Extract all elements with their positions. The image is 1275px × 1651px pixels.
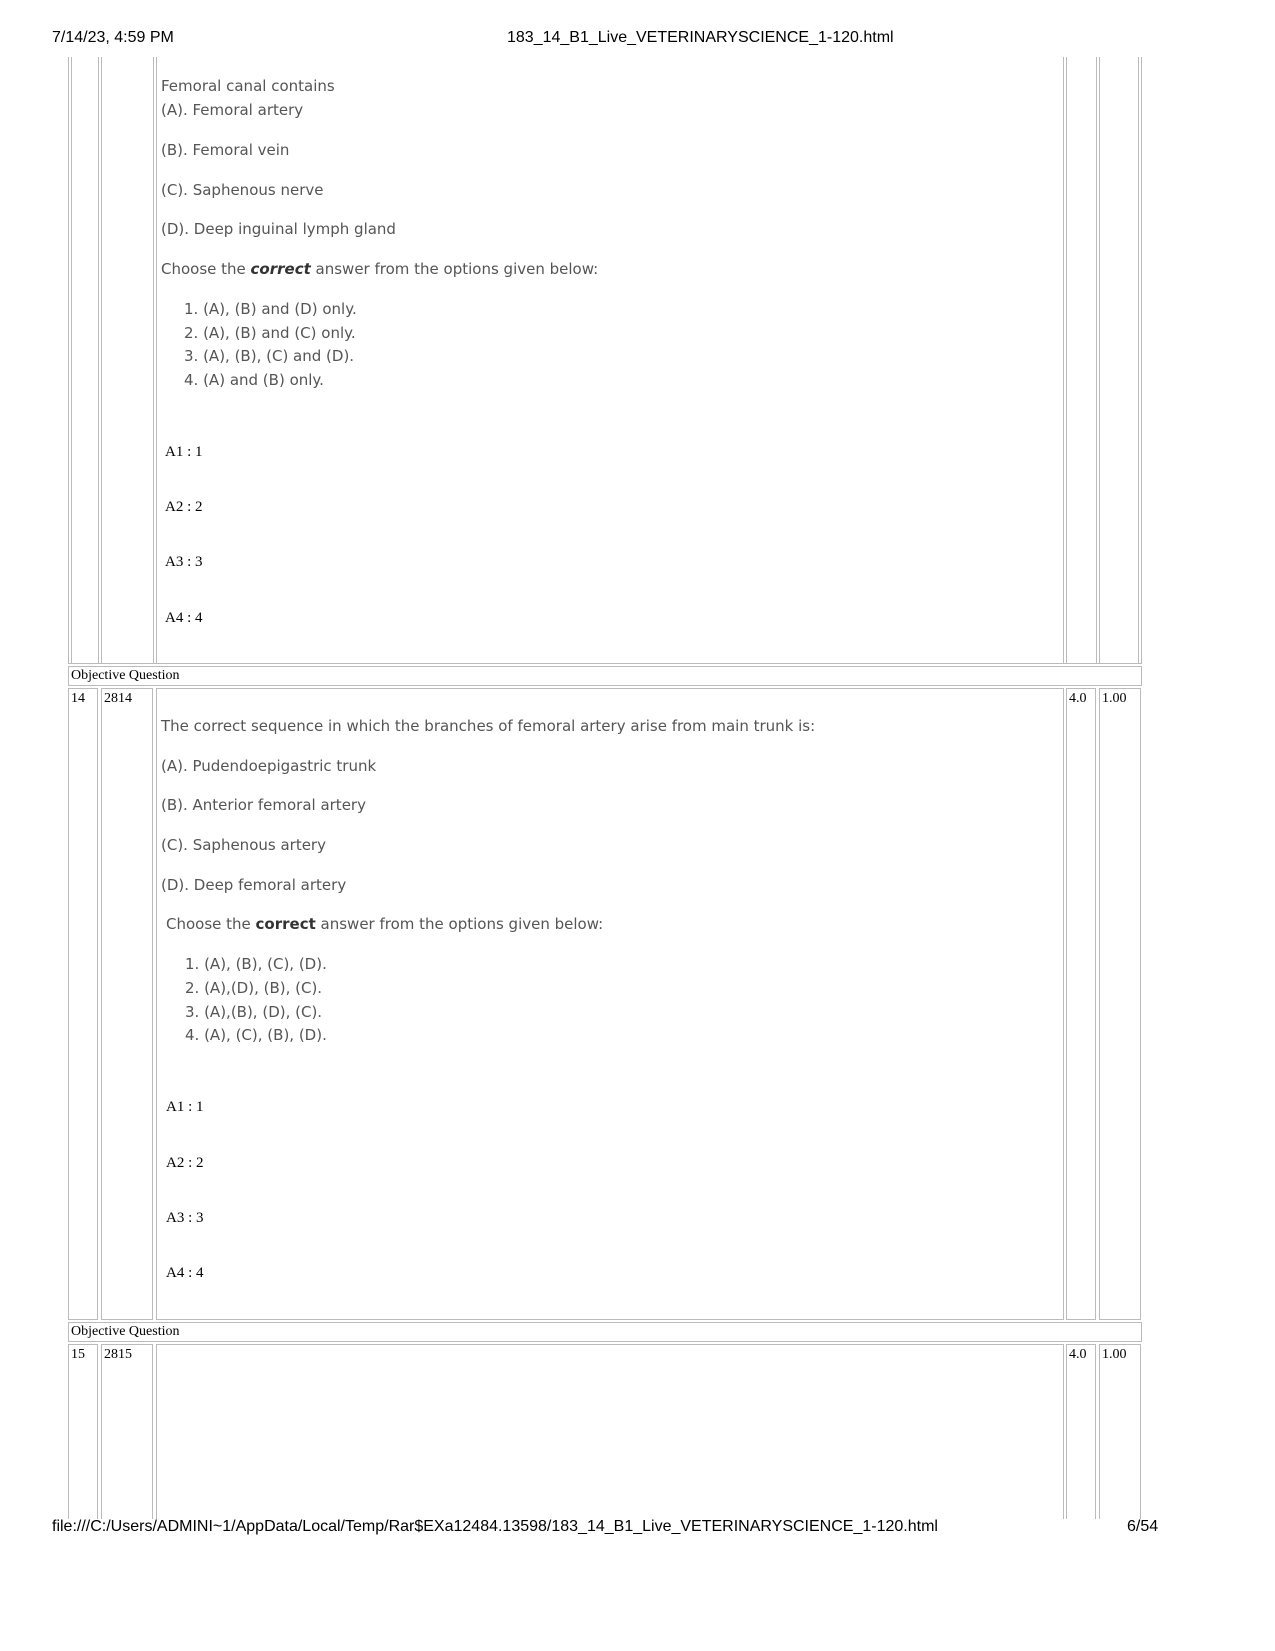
answer-key-3: A3 : 3 xyxy=(165,554,203,570)
marks-value: 4.0 xyxy=(1069,1347,1087,1362)
question-number-cell xyxy=(68,1344,98,1519)
statement-a: (A). Femoral artery xyxy=(161,101,304,119)
question-15-content xyxy=(156,1344,1064,1519)
marks-value: 4.0 xyxy=(1069,691,1087,706)
answer-key-4: A4 : 4 xyxy=(166,1265,204,1281)
answer-key-2: A2 : 2 xyxy=(166,1155,204,1171)
option-1: 1. (A), (B) and (D) only. xyxy=(184,300,357,318)
print-datetime: 7/14/23, 4:59 PM xyxy=(52,29,174,46)
option-1: 1. (A), (B), (C), (D). xyxy=(185,955,327,973)
question-number-cell xyxy=(68,688,98,1320)
section-label-row xyxy=(68,1322,1142,1342)
option-4: 4. (A) and (B) only. xyxy=(184,371,324,389)
statement-d: (D). Deep inguinal lymph gland xyxy=(161,220,396,238)
statement-b: (B). Femoral vein xyxy=(161,141,290,159)
statement-c: (C). Saphenous artery xyxy=(161,836,326,854)
question-number: 14 xyxy=(71,691,85,706)
answer-key-1: A1 : 1 xyxy=(165,444,203,460)
question-id-cell xyxy=(101,1344,153,1519)
print-doc-title: 183_14_B1_Live_VETERINARYSCIENCE_1-120.html xyxy=(507,29,894,46)
negative-marks-value: 1.00 xyxy=(1102,1347,1127,1362)
option-3: 3. (A),(B), (D), (C). xyxy=(185,1003,323,1021)
choose-instruction: Choose the correct answer from the options given below: xyxy=(166,915,604,933)
question-14-content xyxy=(156,688,1064,1320)
question-id: 2815 xyxy=(104,1347,132,1362)
section-label: Objective Question xyxy=(71,668,180,683)
negative-marks-cell xyxy=(1099,1344,1141,1519)
statement-d: (D). Deep femoral artery xyxy=(161,876,347,894)
answer-key-3: A3 : 3 xyxy=(166,1210,204,1226)
statement-b: (B). Anterior femoral artery xyxy=(161,796,366,814)
question-stem: Femoral canal contains xyxy=(161,77,335,95)
question-stem: The correct sequence in which the branches of femoral artery arise from main trunk is: xyxy=(161,717,816,735)
marks-cell xyxy=(1066,1344,1096,1519)
page-number: 6/54 xyxy=(1127,1518,1159,1535)
option-2: 2. (A),(D), (B), (C). xyxy=(185,979,323,997)
option-4: 4. (A), (C), (B), (D). xyxy=(185,1026,327,1044)
print-file-path: file:///C:/Users/ADMINI~1/AppData/Local/Temp/Rar$EXa12484.13598/183_14_B1_Live_VETERINARYSCIENCE_1-120.html xyxy=(52,1518,938,1535)
choose-instruction: Choose the correct answer from the options given below: xyxy=(161,260,599,278)
statement-a: (A). Pudendoepigastric trunk xyxy=(161,757,377,775)
answer-key-4: A4 : 4 xyxy=(165,610,203,626)
answer-key-1: A1 : 1 xyxy=(166,1099,204,1115)
question-id: 2814 xyxy=(104,691,132,706)
section-label-row xyxy=(68,666,1142,686)
option-3: 3. (A), (B), (C) and (D). xyxy=(184,347,355,365)
section-label: Objective Question xyxy=(71,1324,180,1339)
negative-marks-cell xyxy=(1099,688,1141,1320)
answer-key-2: A2 : 2 xyxy=(165,499,203,515)
question-id-cell xyxy=(101,688,153,1320)
option-2: 2. (A), (B) and (C) only. xyxy=(184,324,356,342)
negative-marks-value: 1.00 xyxy=(1102,691,1127,706)
marks-cell xyxy=(1066,688,1096,1320)
question-number: 15 xyxy=(71,1347,85,1362)
statement-c: (C). Saphenous nerve xyxy=(161,181,324,199)
